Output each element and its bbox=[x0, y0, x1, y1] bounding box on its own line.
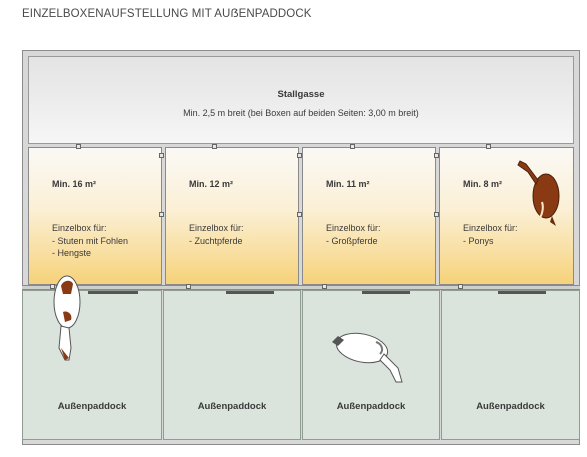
white-horse-icon bbox=[328, 328, 410, 388]
pinto-horse-icon bbox=[47, 270, 87, 365]
brown-horse-icon bbox=[512, 152, 572, 232]
paddock-label: Außenpaddock bbox=[197, 401, 267, 412]
wall-post bbox=[159, 153, 164, 158]
paddock-door bbox=[88, 291, 138, 294]
wall-post bbox=[159, 212, 164, 217]
box-usage-item: - Großpferde bbox=[326, 235, 378, 246]
box-usage-item: - Stuten mit Fohlen bbox=[52, 235, 129, 246]
box-3 bbox=[302, 147, 436, 285]
wall-post bbox=[212, 144, 217, 149]
box-usage-intro: Einzelbox für: bbox=[189, 223, 244, 233]
box-usage-item: - Ponys bbox=[463, 235, 494, 246]
wall-post bbox=[434, 212, 439, 217]
wall-post bbox=[350, 144, 355, 149]
box-1 bbox=[28, 147, 162, 285]
wall-post bbox=[458, 284, 463, 289]
wall-post bbox=[76, 144, 81, 149]
wall-post bbox=[297, 212, 302, 217]
paddock-label: Außenpaddock bbox=[476, 401, 545, 412]
box-size-label: Min. 8 m² bbox=[463, 179, 503, 189]
box-usage bbox=[189, 222, 244, 247]
box-usage bbox=[326, 222, 381, 247]
wall-post bbox=[186, 284, 191, 289]
box-size-label: Min. 16 m² bbox=[52, 179, 97, 189]
paddock-door bbox=[226, 291, 274, 294]
stallgasse-aisle bbox=[28, 56, 574, 144]
wall-post bbox=[434, 153, 439, 158]
box-usage-intro: Einzelbox für: bbox=[463, 223, 518, 233]
wall-post bbox=[297, 153, 302, 158]
box-size-label: Min. 11 m² bbox=[326, 179, 370, 189]
box-usage-item: - Hengste bbox=[52, 248, 92, 258]
paddock-1 bbox=[22, 290, 162, 440]
page-title: EINZELBOXENAUFSTELLUNG MIT AUẞENPADDOCK bbox=[22, 8, 312, 20]
box-usage-intro: Einzelbox für: bbox=[52, 223, 107, 233]
wall-post bbox=[322, 284, 327, 289]
paddock-door bbox=[362, 291, 410, 294]
box-2 bbox=[165, 147, 299, 285]
box-usage bbox=[52, 222, 128, 260]
stallgasse-width-note: Min. 2,5 m breit (bei Boxen auf beiden Seiten: 3,00 m breit) bbox=[183, 108, 419, 118]
box-usage-item: - Zuchtpferde bbox=[189, 235, 243, 246]
paddock-door bbox=[498, 291, 546, 294]
paddock-4 bbox=[441, 290, 580, 440]
box-usage-intro: Einzelbox für: bbox=[326, 223, 381, 233]
stallgasse-label: Stallgasse bbox=[277, 89, 325, 100]
paddock-2 bbox=[163, 290, 301, 440]
wall-post bbox=[486, 144, 491, 149]
box-usage bbox=[463, 222, 518, 247]
paddock-label: Außenpaddock bbox=[57, 401, 127, 412]
paddock-label: Außenpaddock bbox=[336, 401, 406, 412]
box-size-label: Min. 12 m² bbox=[189, 179, 234, 189]
